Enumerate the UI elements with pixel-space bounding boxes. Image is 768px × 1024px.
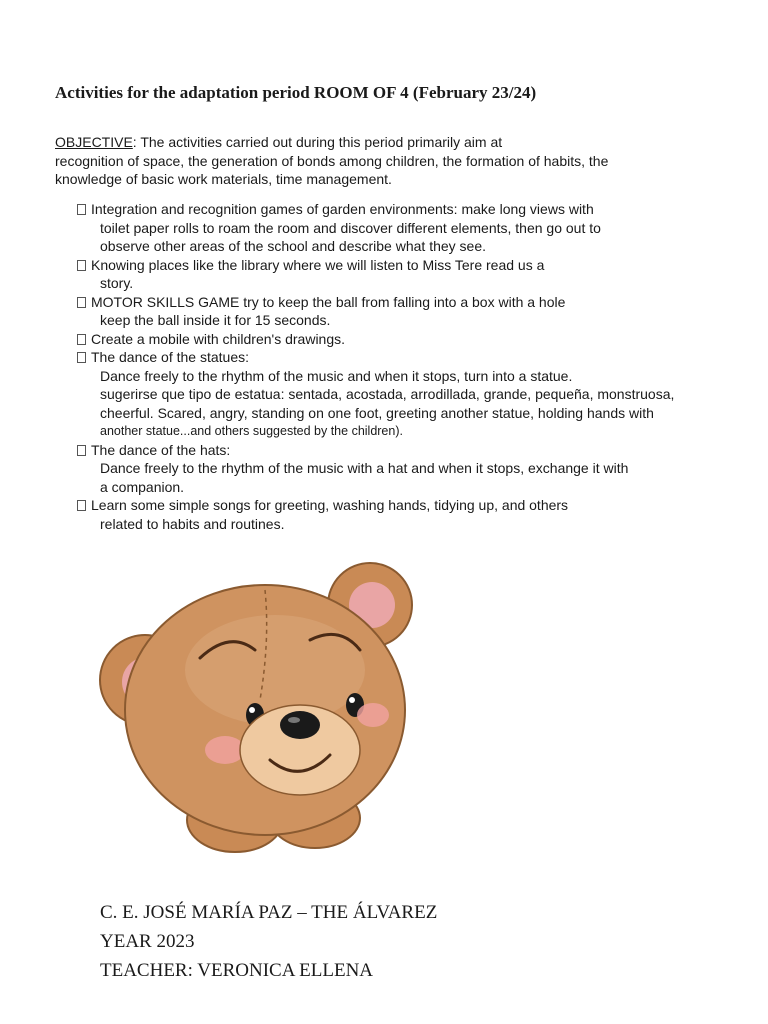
school-name: C. E. JOSÉ MARÍA PAZ – THE ÁLVAREZ — [100, 902, 438, 923]
objective-line-2: recognition of space, the generation of bonds among children, the formation of habits, the — [55, 152, 609, 169]
bullet-icon — [77, 260, 86, 271]
bullet-icon — [77, 204, 86, 215]
objective-line-3: knowledge of basic work materials, time management. — [55, 171, 392, 187]
bullet-icon — [77, 445, 86, 456]
bullet-icon — [77, 297, 86, 308]
document-title: Activities for the adaptation period ROOM OF 4 (February 23/24) — [55, 83, 537, 102]
activities-list — [77, 200, 757, 533]
list-item: Learn some simple songs for greeting, washing hands, tidying up, and others related to habits and routines. — [77, 496, 757, 533]
objective-paragraph — [55, 133, 745, 189]
year: YEAR 2023 — [100, 931, 195, 952]
bear-nose — [280, 711, 320, 739]
objective-label: OBJECTIVE — [55, 134, 133, 150]
list-item: Integration and recognition games of garden environments: make long views with toilet paper rolls to roam the room and discover different elements, then go out to observe other areas of the school and describe what they see. — [77, 200, 757, 256]
bullet-icon — [77, 334, 86, 345]
teddy-bear-illustration — [95, 550, 435, 870]
teacher-name: TEACHER: VERONICA ELLENA — [100, 960, 374, 981]
bullet-icon — [77, 500, 86, 511]
list-item: The dance of the hats: Dance freely to the rhythm of the music with a hat and when it stops, exchange it with a companion. — [77, 441, 757, 497]
footer-block — [100, 898, 437, 985]
list-item: The dance of the statues: Dance freely to the rhythm of the music and when it stops, turn into a statue. sugerirse que tipo de estatua: sentada, acostada, arrodillada, grande, pequeña, monstruosa, cheerful. Scared, angry, standing on one foot, greeting another statue, holding hands with another statue...and others suggested by the children). — [77, 348, 757, 441]
bullet-icon — [77, 352, 86, 363]
list-item: Create a mobile with children's drawings. — [77, 330, 757, 349]
list-item: Knowing places like the library where we will listen to Miss Tere read us a story. — [77, 256, 757, 293]
list-item: MOTOR SKILLS GAME try to keep the ball from falling into a box with a hole keep the ball inside it for 15 seconds. — [77, 293, 757, 330]
objective-line-1: : The activities carried out during this period primarily aim at — [132, 134, 503, 150]
